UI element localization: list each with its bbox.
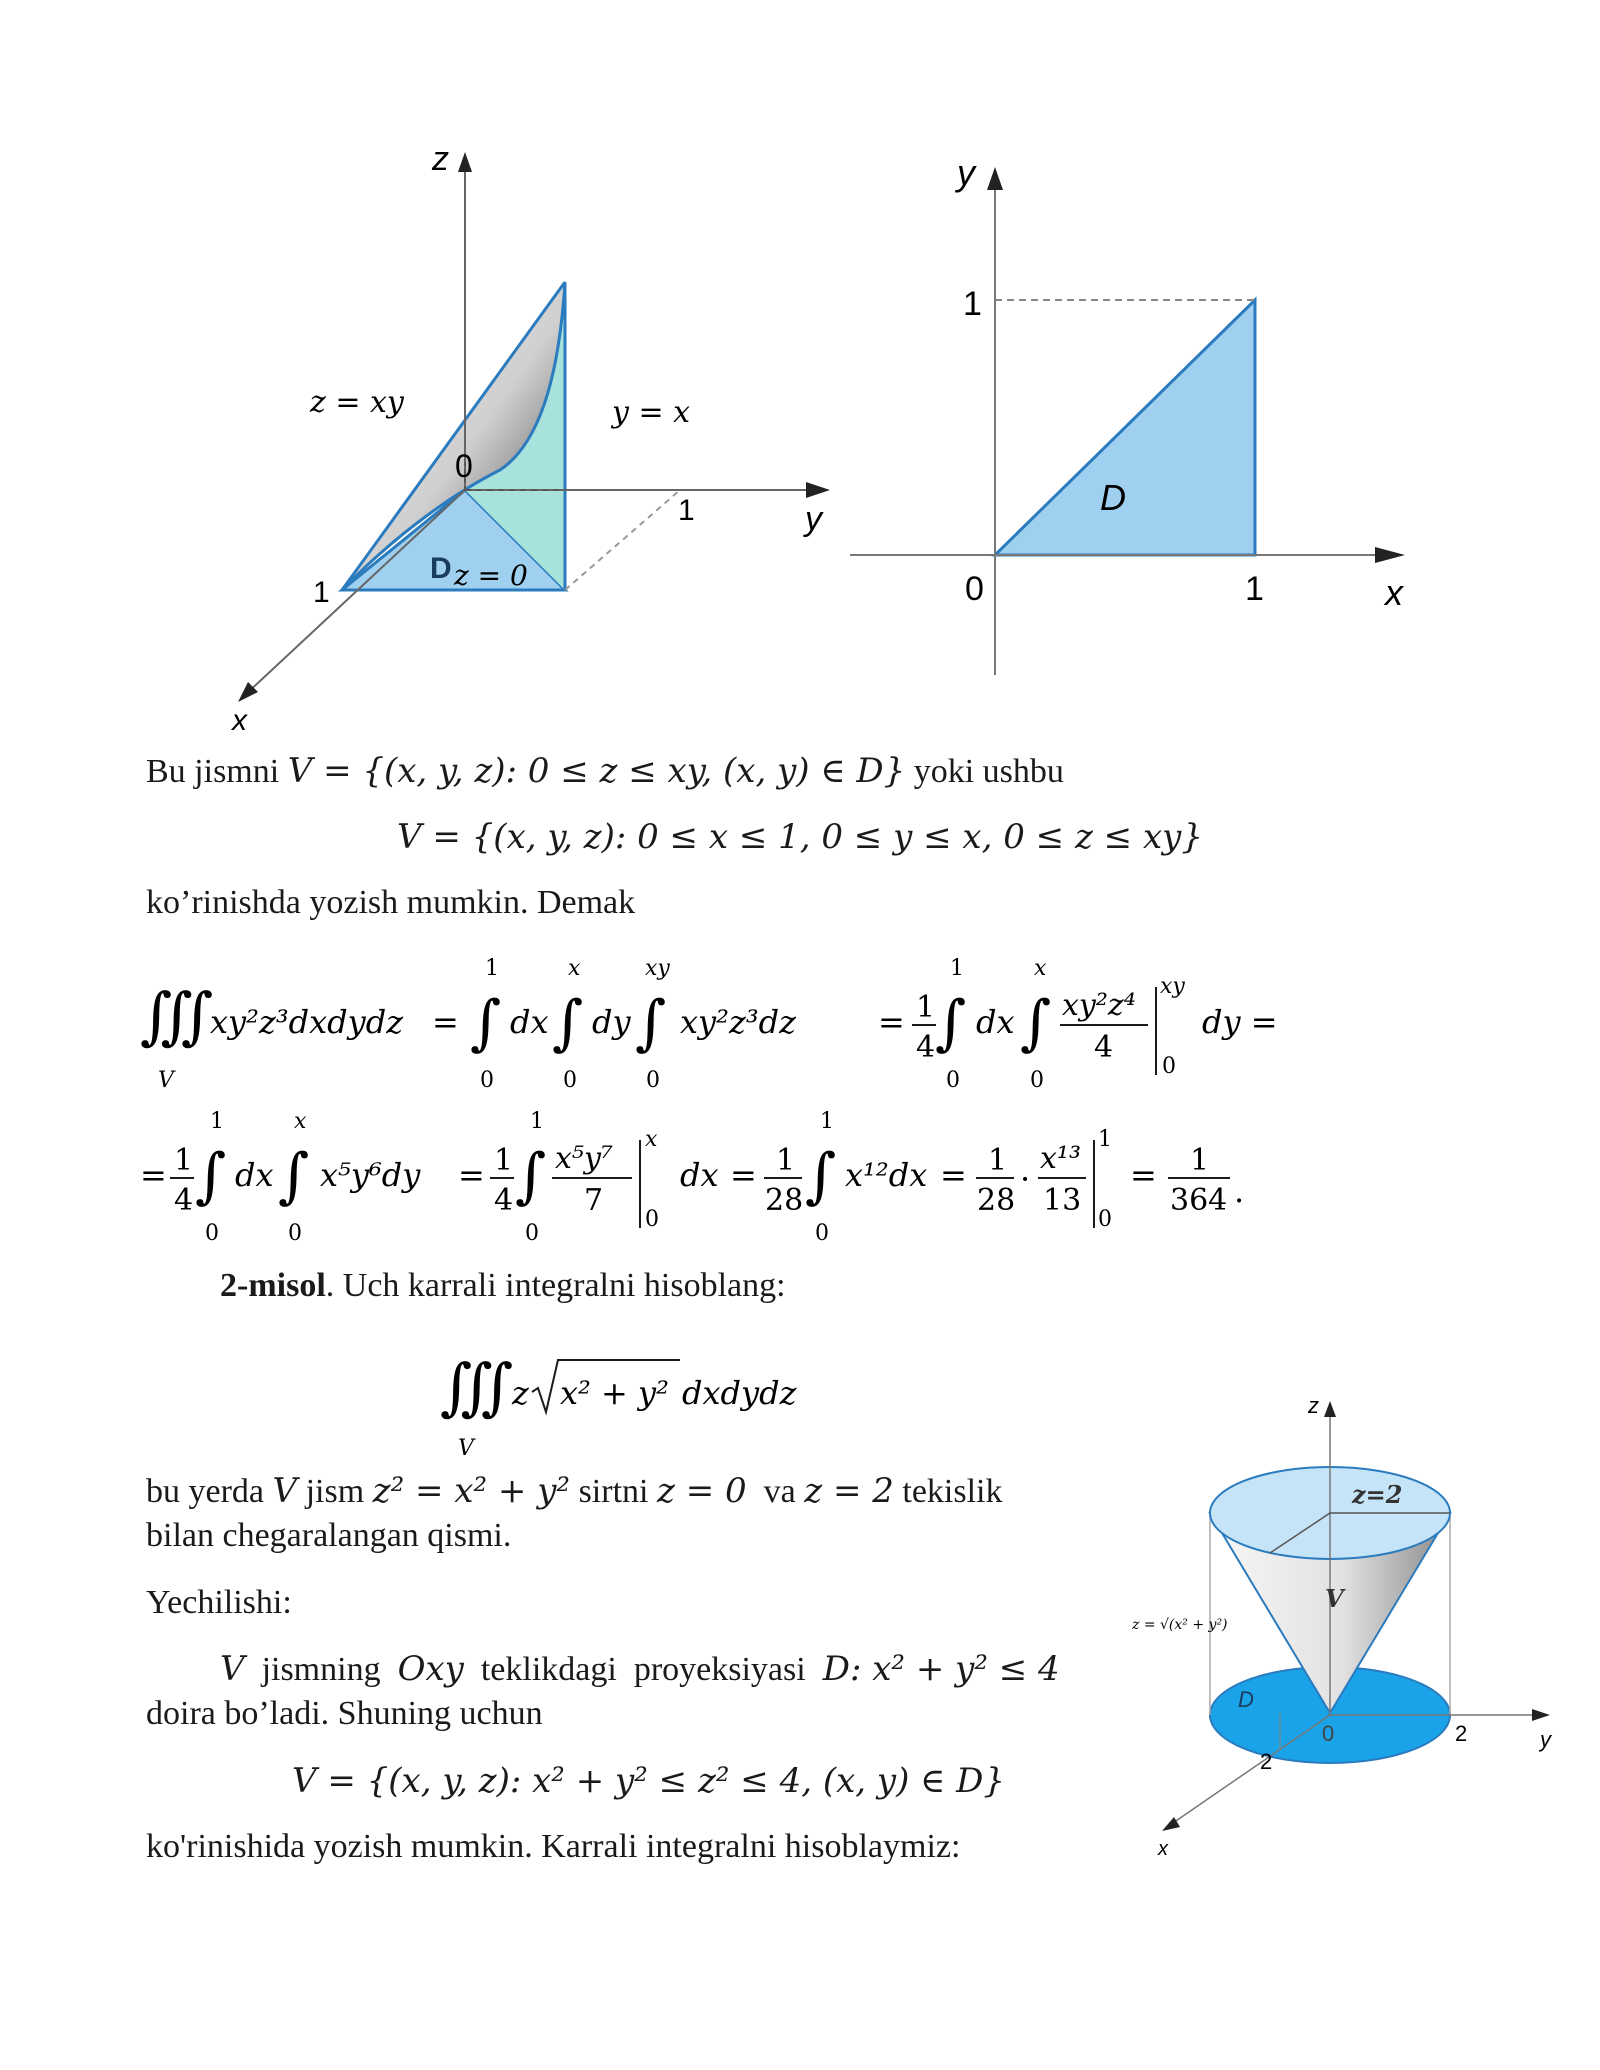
paragraph-1 xyxy=(146,750,1064,793)
one28-den: 28 xyxy=(765,1183,804,1218)
figure-cone-3d xyxy=(1130,1385,1580,1865)
quarter-num-2: 1 xyxy=(174,1143,194,1178)
int-sign-5: ∫ xyxy=(1020,988,1052,1058)
label-region-D-3: D xyxy=(1238,1687,1254,1712)
quarter-num-1: 1 xyxy=(916,990,936,1025)
int1-lower: 0 xyxy=(480,1068,494,1093)
label-origin-3: 0 xyxy=(1322,1721,1335,1746)
label-x-axis-3: x xyxy=(1158,1838,1168,1860)
eval1-upper: xy xyxy=(1160,974,1185,999)
p3-z0: z = 0 xyxy=(656,1471,747,1511)
result-den: 364 xyxy=(1170,1183,1228,1218)
int-sign-1: ∫ xyxy=(470,988,502,1058)
one28b-num: 1 xyxy=(988,1143,1008,1178)
p3-z2: z = 2 xyxy=(804,1471,894,1511)
label-x-axis: x xyxy=(232,704,247,730)
quarter-den-1: 4 xyxy=(916,1030,936,1065)
p1-formula: V = {(x, y, z): 0 ≤ z ≤ xy, (x, y) ∈ D} xyxy=(287,751,906,791)
p6-c: proyeksiyasi xyxy=(633,1651,806,1688)
dot-multiply: · xyxy=(1020,1160,1031,1198)
equals-1: = xyxy=(432,1003,459,1041)
frac2-num: xy²z⁴ xyxy=(1062,988,1136,1023)
label-z-axis-3: z xyxy=(1308,1393,1319,1418)
integrand2-z: z xyxy=(512,1374,529,1412)
region-V-1: V xyxy=(158,1068,174,1093)
int4-lower: 0 xyxy=(946,1068,960,1093)
final-period: . xyxy=(1234,1172,1245,1210)
p6-b: teklikdagi xyxy=(480,1651,617,1688)
example-2-heading xyxy=(220,1265,786,1307)
eval2-lower: 0 xyxy=(645,1207,659,1232)
paragraph-4: bilan chegaralangan qismi. xyxy=(146,1517,512,1554)
int-sign-6: ∫ xyxy=(195,1141,227,1211)
label-origin: 0 xyxy=(455,448,473,484)
frac3-den: 7 xyxy=(584,1183,604,1218)
int8-upper: 1 xyxy=(530,1109,544,1134)
label-y-axis-3: y xyxy=(1540,1727,1551,1752)
equation-2: V = {(x, y, z): x² + y² ≤ z² ≤ 4, (x, y) ∈ D} xyxy=(292,1761,1006,1801)
integrand-1: xy²z³dxdydz xyxy=(210,1003,404,1041)
label-origin-2d: 0 xyxy=(965,570,984,608)
label-region-d-2d: D xyxy=(1100,477,1126,518)
p3-eq: z² = x² + y² xyxy=(372,1471,571,1511)
int6-upper: 1 xyxy=(210,1109,224,1134)
paragraph-6 xyxy=(220,1648,1060,1691)
frac4-num: x¹³ xyxy=(1040,1141,1081,1176)
equals-2: = xyxy=(878,1003,905,1041)
label-region-d: D xyxy=(430,552,452,585)
int9-upper: 1 xyxy=(820,1109,834,1134)
equals-3: = xyxy=(458,1156,485,1194)
integrand2-tail: dxdydz xyxy=(682,1374,797,1412)
int6-lower: 0 xyxy=(205,1221,219,1246)
p3-a: bu yerda xyxy=(146,1473,265,1510)
int8-lower: 0 xyxy=(525,1221,539,1246)
x-axis xyxy=(245,490,465,695)
dx-3: dx xyxy=(235,1156,274,1194)
formula-line-1 xyxy=(140,945,1290,1095)
label-cone-eq: z = √(x² + y²) xyxy=(1132,1617,1228,1633)
z-axis-3-arrow xyxy=(1324,1401,1336,1417)
y-axis-arrow xyxy=(806,482,830,498)
paragraph-3 xyxy=(146,1470,1002,1513)
integrand-x12dx: x¹²dx xyxy=(845,1156,928,1194)
x-axis-2d-arrow xyxy=(1375,547,1405,563)
example-number: 2-misol xyxy=(220,1267,326,1304)
integrand-x5y6dy: x⁵y⁶dy xyxy=(320,1156,421,1194)
int5-lower: 0 xyxy=(1030,1068,1044,1093)
p3-V: V xyxy=(272,1471,298,1511)
eval3-upper: 1 xyxy=(1098,1127,1112,1152)
tick-y-2d: 1 xyxy=(963,285,982,323)
int-sign-9: ∫ xyxy=(805,1141,837,1211)
quarter-den-3: 4 xyxy=(494,1183,514,1218)
int5-upper: x xyxy=(1034,956,1047,981)
label-volume-V: V xyxy=(1325,1584,1344,1613)
dx-4: dx xyxy=(680,1156,719,1194)
label-z-axis: z xyxy=(432,140,449,178)
label-surface: z = xy xyxy=(310,385,404,420)
int-sign-2: ∫ xyxy=(552,988,584,1058)
paragraph-5: Yechilishi: xyxy=(146,1584,292,1621)
quarter-den-2: 4 xyxy=(174,1183,194,1218)
guide-dashed-2 xyxy=(565,490,680,590)
one28b-den: 28 xyxy=(977,1183,1016,1218)
p6-V: V xyxy=(220,1649,245,1689)
paragraph-7: doira bo’ladi. Shuning uchun xyxy=(146,1695,543,1732)
p1-text-a: Bu jismni xyxy=(146,753,280,790)
paragraph-8: ko'rinishida yozish mumkin. Karrali integralni hisoblaymiz: xyxy=(146,1828,961,1865)
dx-2: dx xyxy=(976,1003,1015,1041)
p6-D: D: x² + y² ≤ 4 xyxy=(822,1649,1060,1689)
eval3-lower: 0 xyxy=(1098,1207,1112,1232)
int3-lower: 0 xyxy=(646,1068,660,1093)
int4-upper: 1 xyxy=(950,956,964,981)
eval1-lower: 0 xyxy=(1162,1054,1176,1079)
paragraph-2: ko’rinishda yozish mumkin. Demak xyxy=(146,884,636,921)
p6-oxy: Oxy xyxy=(397,1649,464,1689)
label-plane: y = x xyxy=(612,395,691,430)
y-axis-3-arrow xyxy=(1532,1709,1550,1721)
region-V-2: V xyxy=(458,1436,474,1460)
example-text: . Uch karrali integralni hisoblang: xyxy=(325,1267,786,1304)
int3-upper: xy xyxy=(645,956,670,981)
p3-e: tekislik xyxy=(902,1473,1003,1510)
formula-example-2 xyxy=(440,1330,860,1460)
p6-a: jismning xyxy=(261,1651,381,1688)
label-top-z2: z=2 xyxy=(1352,1480,1403,1509)
p3-c: sirtni xyxy=(578,1473,649,1510)
label-x-axis-2d: x xyxy=(1385,572,1403,613)
label-base: z = 0 xyxy=(454,559,528,592)
tick-x-2d: 1 xyxy=(1245,570,1264,608)
inner-integrand-1: xy²z³dz xyxy=(680,1003,796,1041)
tick-y-1: 1 xyxy=(678,494,695,527)
figure-wedge-3d xyxy=(200,130,860,730)
triple-integral-sign-2: ∭ xyxy=(440,1350,514,1423)
frac2-den: 4 xyxy=(1094,1030,1114,1065)
p3-b: jism xyxy=(305,1473,365,1510)
quarter-num-3: 1 xyxy=(494,1143,514,1178)
int7-upper: x xyxy=(294,1109,307,1134)
one28-num: 1 xyxy=(776,1143,796,1178)
tick-x-3: 2 xyxy=(1260,1749,1273,1774)
frac3-num: x⁵y⁷ xyxy=(555,1141,613,1176)
equals-6: = xyxy=(1130,1156,1157,1194)
int9-lower: 0 xyxy=(815,1221,829,1246)
int7-lower: 0 xyxy=(288,1221,302,1246)
y-axis-2d-arrow xyxy=(987,167,1003,190)
tail-dy-eq: dy = xyxy=(1202,1003,1278,1041)
result-num: 1 xyxy=(1190,1143,1210,1178)
int2-upper: x xyxy=(568,956,581,981)
int-sign-4: ∫ xyxy=(935,988,967,1058)
int2-lower: 0 xyxy=(563,1068,577,1093)
equals-5: = xyxy=(940,1156,967,1194)
equation-1: V = {(x, y, z): 0 ≤ x ≤ 1, 0 ≤ y ≤ x, 0 ≤ z ≤ xy} xyxy=(397,817,1203,857)
triple-integral-sign: ∭ xyxy=(140,979,214,1052)
formula-line-2 xyxy=(140,1098,1290,1248)
tick-y-3: 2 xyxy=(1455,1721,1468,1746)
int1-upper: 1 xyxy=(485,956,499,981)
p3-d: va xyxy=(763,1473,796,1510)
int-sign-8: ∫ xyxy=(515,1141,547,1211)
label-y-axis: y xyxy=(805,500,822,538)
frac4-den: 13 xyxy=(1043,1183,1082,1218)
integrand2-radicand: x² + y² xyxy=(560,1374,669,1412)
equals-4: = xyxy=(730,1156,757,1194)
label-y-axis-2d: y xyxy=(957,155,975,193)
dx-1: dx xyxy=(510,1003,549,1041)
int-sign-3: ∫ xyxy=(635,988,667,1058)
tick-x-1: 1 xyxy=(313,576,330,609)
lead-equals: = xyxy=(140,1156,167,1194)
eval2-upper: x xyxy=(645,1127,658,1152)
int-sign-7: ∫ xyxy=(278,1141,310,1211)
p1-text-b: yoki ushbu xyxy=(913,753,1064,790)
dy-1: dy xyxy=(592,1003,631,1041)
z-axis-arrow xyxy=(458,152,472,172)
figure-region-2d xyxy=(845,155,1430,695)
